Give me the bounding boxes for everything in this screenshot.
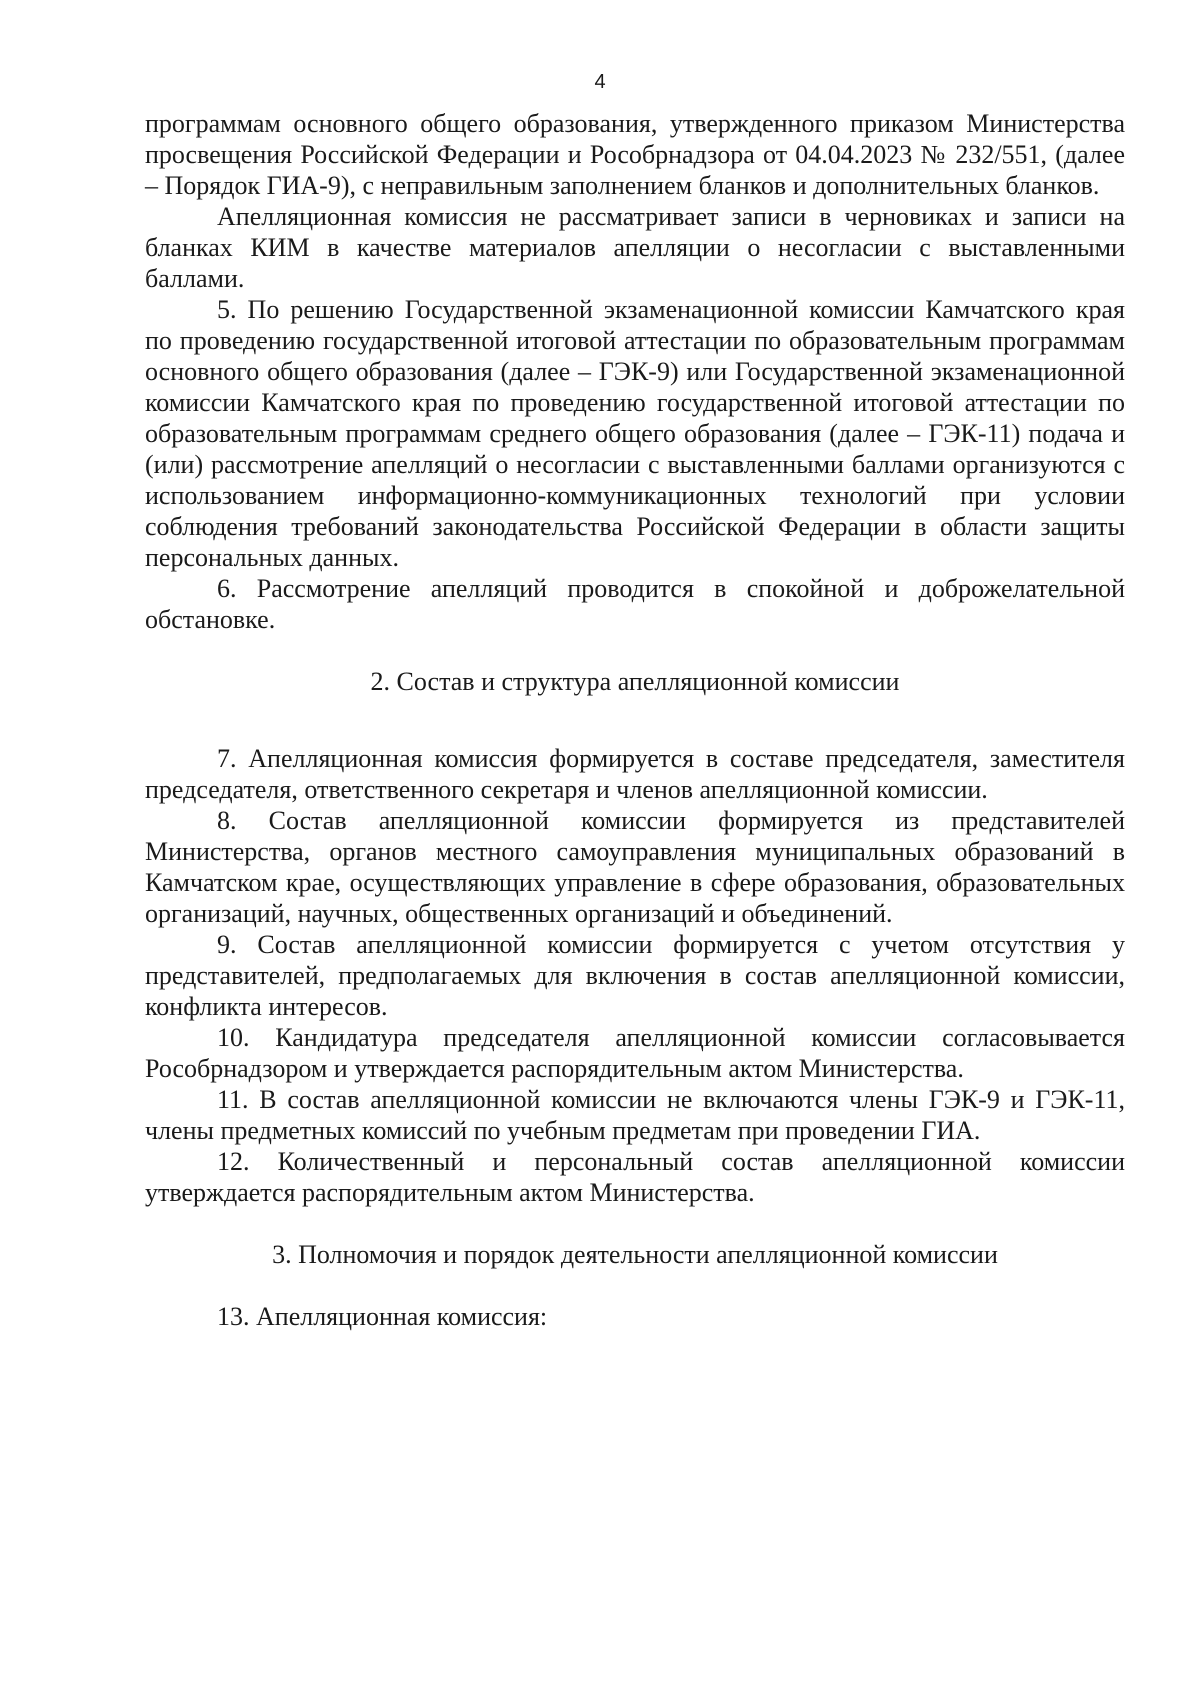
paragraph-10: 10. Кандидатура председателя апелляционной комиссии согласовывается Рособрнадзором и утверждается распорядительным актом Министерства. [145, 1023, 1125, 1083]
paragraph-13: 13. Апелляционная комиссия: [217, 1302, 548, 1331]
paragraph-12: 12. Количественный и персональный состав апелляционной комиссии утверждается распорядительным актом Министерства. [145, 1147, 1125, 1207]
section-heading-3: 3. Полномочия и порядок деятельности апелляционной комиссии [272, 1240, 998, 1269]
paragraph-8: 8. Состав апелляционной комиссии формируется из представителей Министерства, органов местного самоуправления муниципальных образований в Камчатском крае, осуществляющих управление в сфере образования, образовательных организаций, научных, общественных организаций и объединений. [145, 806, 1125, 928]
paragraph: Апелляционная комиссия не рассматривает записи в черновиках и записи на бланках КИМ в качестве материалов апелляции о несогласии с выставленными баллами. [145, 202, 1125, 293]
paragraph-6: 6. Рассмотрение апелляций проводится в спокойной и доброжелательной обстановке. [145, 574, 1125, 634]
section-heading-2: 2. Состав и структура апелляционной комиссии [370, 667, 900, 696]
paragraph-11: 11. В состав апелляционной комиссии не включаются члены ГЭК-9 и ГЭК-11, члены предметных комиссий по учебным предметам при проведении ГИА. [145, 1085, 1125, 1145]
document-body [145, 108, 1125, 1332]
paragraph-continuation: программам основного общего образования, утвержденного приказом Министерства просвещения Российской Федерации и Рособрнадзора от 04.04.2023 № 232/551, (далее – Порядок ГИА-9), с неправильным заполнением бланков и дополнительных бланков. [145, 109, 1125, 200]
page-number: 4 [594, 71, 606, 93]
paragraph-7: 7. Апелляционная комиссия формируется в составе председателя, заместителя председателя, ответственного секретаря и членов апелляционной комиссии. [145, 744, 1125, 804]
paragraph-5: 5. По решению Государственной экзаменационной комиссии Камчатского края по проведению государственной итоговой аттестации по образовательным программам основного общего образования (далее – ГЭК-9) или Государственной экзаменационной комиссии Камчатского края по проведению государственной итоговой аттестации по образовательным программам среднего общего образования (далее – ГЭК-11) подача и (или) рассмотрение апелляций о несогласии с выставленными баллами организуются с использованием информационно-коммуникационных технологий при условии соблюдения требований законодательства Российской Федерации в области защиты персональных данных. [145, 295, 1125, 572]
paragraph-9: 9. Состав апелляционной комиссии формируется с учетом отсутствия у представителей, предполагаемых для включения в состав апелляционной комиссии, конфликта интересов. [145, 930, 1125, 1021]
